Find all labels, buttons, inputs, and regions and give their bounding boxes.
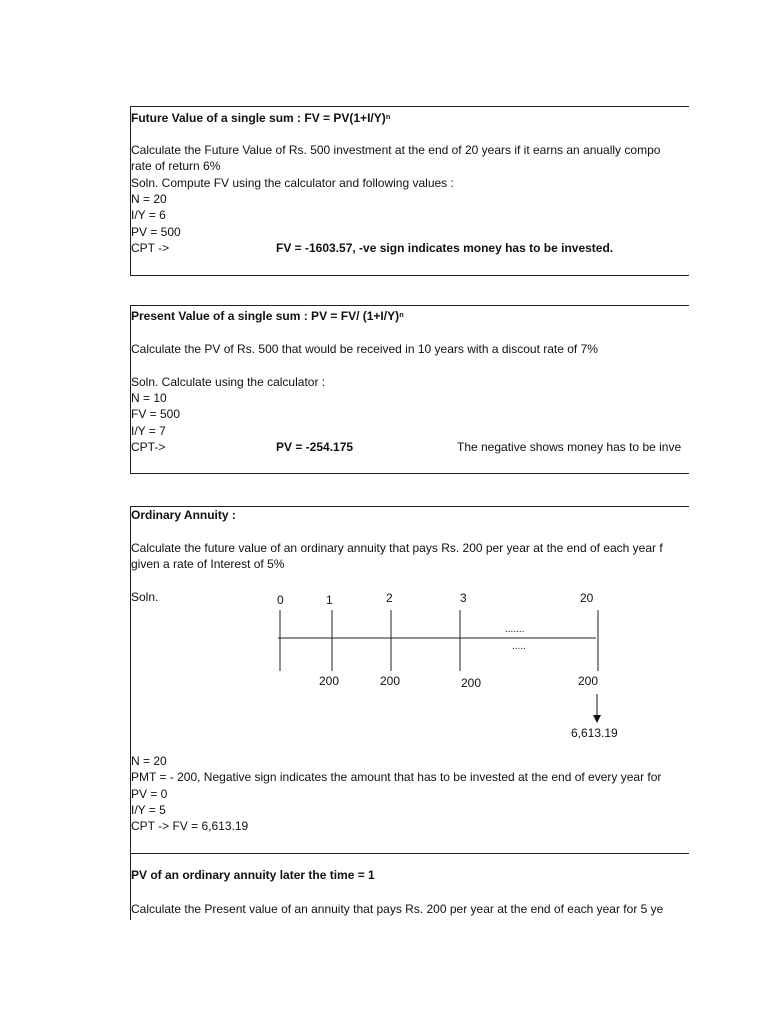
pv-note: The negative shows money has to be inve	[457, 440, 682, 454]
fv-cpt-label: CPT ->	[131, 241, 170, 255]
payment-20: 200	[578, 674, 599, 688]
annuity-fv-value: 6,613.19	[571, 726, 618, 740]
pv-annuity-section	[130, 852, 689, 920]
pv-iy-value: I/Y = 7	[131, 424, 166, 438]
annuity-pv-value: PV = 0	[131, 787, 168, 801]
pv-question-line1: Calculate the PV of Rs. 500 that would be received in 10 years with a discout rate of 7%	[131, 342, 598, 356]
timeline-dots-top: .......	[505, 624, 525, 635]
annuity-pmt-value: PMT = - 200, Negative sign indicates the amount that has to be invested at the end of every year for	[131, 770, 662, 784]
pv-cpt-label: CPT->	[131, 440, 166, 454]
pv-solution-intro: Soln. Calculate using the calculator :	[131, 375, 326, 389]
payment-1: 200	[319, 674, 340, 688]
payment-3: 200	[461, 676, 482, 690]
fv-question-line2: rate of return 6%	[131, 159, 221, 173]
pv-result: PV = -254.175	[276, 440, 354, 454]
fv-n-value: N = 20	[131, 192, 167, 206]
period-label-3: 3	[460, 591, 467, 605]
period-label-20: 20	[580, 591, 594, 605]
pv-section	[130, 305, 689, 474]
pv-n-value: N = 10	[131, 391, 167, 405]
annuity-n-value: N = 20	[131, 754, 167, 768]
payment-2: 200	[380, 674, 401, 688]
cashflow-timeline	[131, 507, 689, 853]
fv-arrow-head	[593, 715, 601, 723]
annuity-question-line1: Calculate the future value of an ordinary annuity that pays Rs. 200 per year at the end of each year f	[131, 541, 663, 555]
annuity-soln-label: Soln.	[131, 590, 159, 604]
annuity-section	[130, 506, 689, 854]
period-label-0: 0	[277, 593, 284, 607]
annuity-title: Ordinary Annuity :	[131, 508, 236, 522]
fv-section	[130, 106, 689, 276]
fv-result: FV = -1603.57, -ve sign indicates money has to be invested.	[276, 241, 614, 255]
timeline-dots-bottom: .....	[512, 641, 526, 652]
fv-solution-intro: Soln. Compute FV using the calculator and following values :	[131, 176, 454, 190]
fv-pv-value: PV = 500	[131, 225, 181, 239]
annuity-iy-value: I/Y = 5	[131, 803, 166, 817]
annuity-cpt-result: CPT -> FV = 6,613.19	[131, 819, 249, 833]
pv-annuity-question-line1: Calculate the Present value of an annuity that pays Rs. 200 per year at the end of each year for 5 ye	[131, 902, 664, 916]
annuity-question-line2: given a rate of Interest of 5%	[131, 557, 285, 571]
pv-fv-value: FV = 500	[131, 407, 181, 421]
fv-title: Future Value of a single sum : FV = PV(1+I/Y)ⁿ	[131, 111, 391, 125]
pv-title: Present Value of a single sum : PV = FV/ (1+I/Y)ⁿ	[131, 309, 404, 323]
fv-question-line1: Calculate the Future Value of Rs. 500 investment at the end of 20 years if it earns an anually compo	[131, 143, 661, 157]
fv-iy-value: I/Y = 6	[131, 208, 166, 222]
period-label-1: 1	[326, 593, 333, 607]
period-label-2: 2	[386, 591, 393, 605]
pv-annuity-title: PV of an ordinary annuity later the time = 1	[131, 868, 375, 882]
